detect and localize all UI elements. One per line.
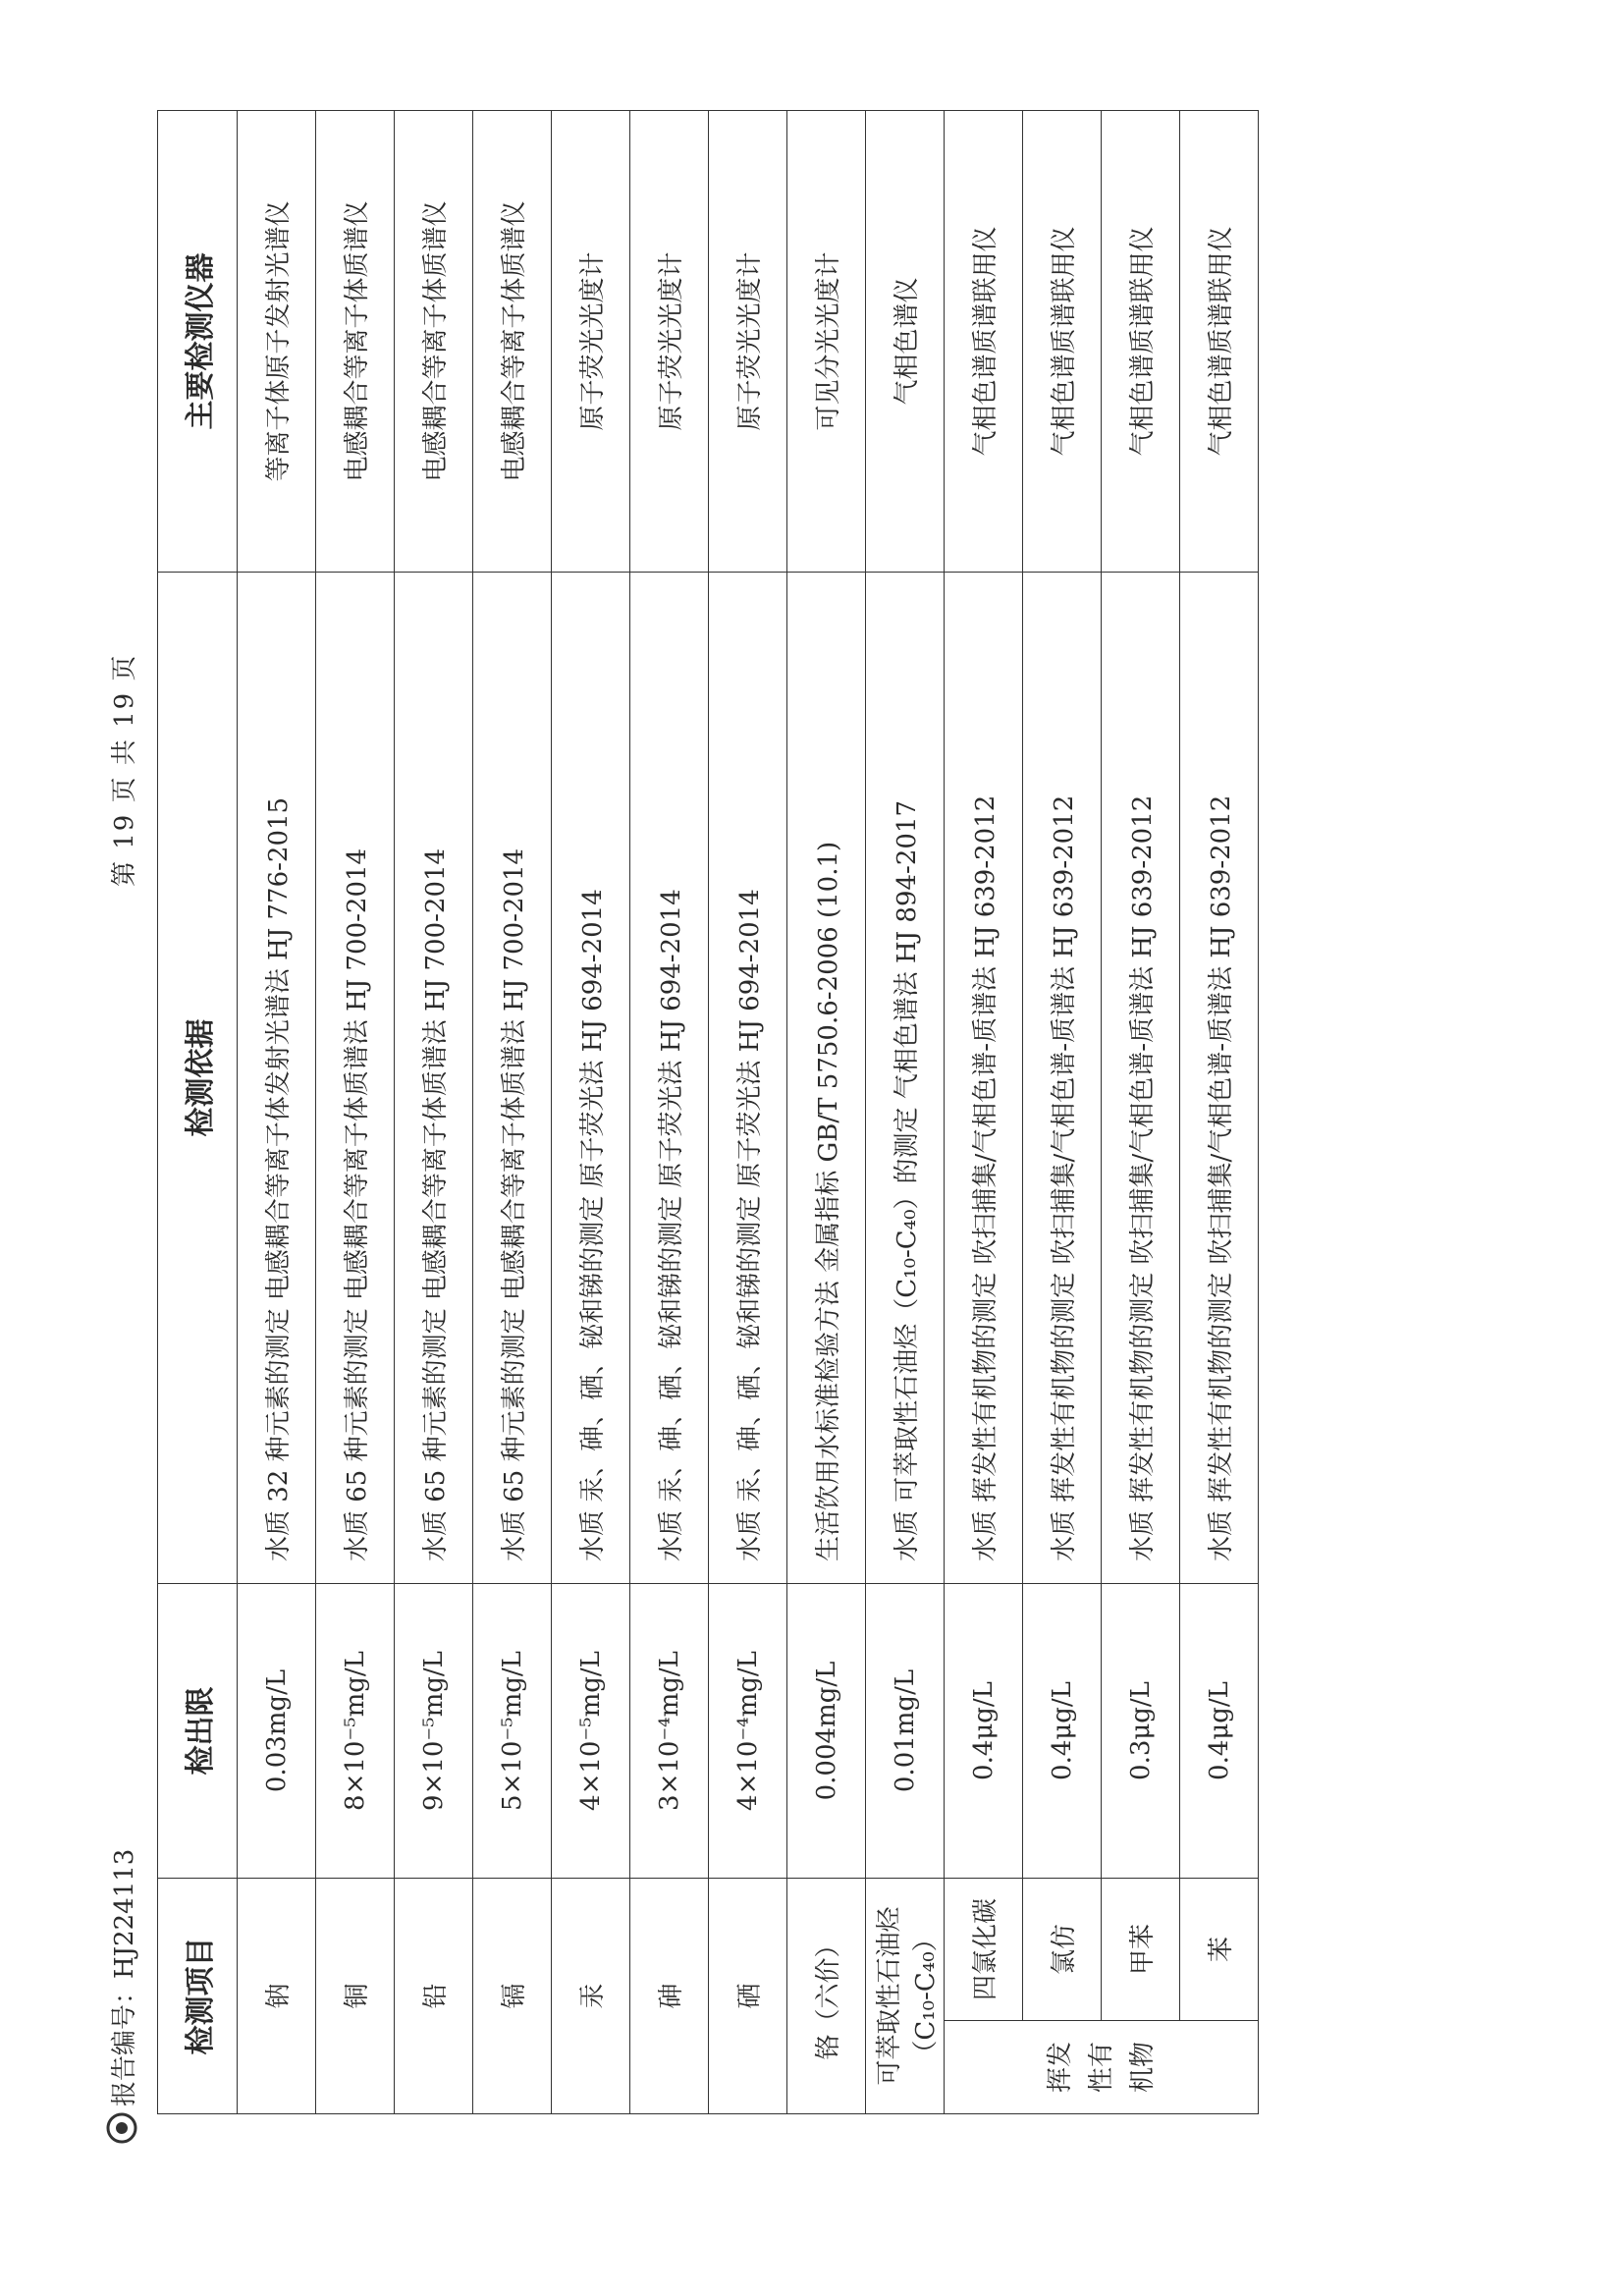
cell-basis: 水质 65 种元素的测定 电感耦合等离子体质谱法 HJ 700-2014: [395, 573, 473, 1584]
cell-instrument: 电感耦合等离子体质谱仪: [316, 111, 395, 573]
cell-instrument: 气相色谱质谱联用仪: [1102, 111, 1180, 573]
report-number: 报告编号：HJ224113: [110, 1848, 139, 2106]
header-basis: 检测依据: [158, 573, 238, 1584]
cell-instrument: 原子荧光光度计: [709, 111, 787, 573]
table-row: [1102, 111, 1180, 2114]
cell-instrument: 原子荧光光度计: [552, 111, 630, 573]
page-number: 第 19 页 共 19 页: [110, 653, 139, 887]
header-instrument: 主要检测仪器: [158, 111, 238, 573]
cell-instrument: 气相色谱质谱联用仪: [1023, 111, 1102, 573]
cell-item: 氯仿: [1023, 1879, 1102, 2021]
cell-item: 汞: [552, 1879, 630, 2114]
cell-basis: 水质 挥发性有机物的测定 吹扫捕集/气相色谱-质谱法 HJ 639-2012: [1102, 573, 1180, 1584]
header-item: 检测项目: [158, 1879, 238, 2114]
cell-basis: 水质 汞、砷、硒、铋和锑的测定 原子荧光法 HJ 694-2014: [709, 573, 787, 1584]
cell-basis: 水质 挥发性有机物的测定 吹扫捕集/气相色谱-质谱法 HJ 639-2012: [945, 573, 1023, 1584]
cell-item: 苯: [1180, 1879, 1259, 2021]
cell-item: 硒: [709, 1879, 787, 2114]
table-row: [1023, 111, 1102, 2114]
cell-basis: 水质 65 种元素的测定 电感耦合等离子体质谱法 HJ 700-2014: [316, 573, 395, 1584]
table-row: [238, 111, 316, 2114]
cell-instrument: 可见分光光度计: [787, 111, 866, 573]
table-row: [630, 111, 709, 2114]
cell-basis: 生活饮用水标准检验方法 金属指标 GB/T 5750.6-2006 (10.1): [787, 573, 866, 1584]
cell-item: 甲苯: [1102, 1879, 1180, 2021]
table-row: [787, 111, 866, 2114]
cell-basis: 水质 挥发性有机物的测定 吹扫捕集/气相色谱-质谱法 HJ 639-2012: [1023, 573, 1102, 1584]
table-row: [709, 111, 787, 2114]
table-row: [395, 111, 473, 2114]
header-limit: 检出限: [158, 1584, 238, 1879]
cell-item: 砷: [630, 1879, 709, 2114]
detection-method-table: [157, 110, 1259, 2114]
cell-limit: 0.4μg/L: [945, 1584, 1023, 1879]
cell-instrument: 气相色谱质谱联用仪: [945, 111, 1023, 573]
table-row: [552, 111, 630, 2114]
cell-limit: 5×10⁻⁵mg/L: [473, 1584, 552, 1879]
cell-instrument: 电感耦合等离子体质谱仪: [395, 111, 473, 573]
table-row: [866, 111, 945, 2114]
cell-item: 铜: [316, 1879, 395, 2114]
group-label: 挥发性有机物: [945, 2021, 1259, 2114]
table-row: [1180, 111, 1259, 2114]
table-row: [473, 111, 552, 2114]
cell-instrument: 电感耦合等离子体质谱仪: [473, 111, 552, 573]
cell-item: 钠: [238, 1879, 316, 2114]
table-row: [316, 111, 395, 2114]
cell-limit: 9×10⁻⁵mg/L: [395, 1584, 473, 1879]
cell-limit: 0.4μg/L: [1180, 1584, 1259, 1879]
cell-item: 镉: [473, 1879, 552, 2114]
cell-basis: 水质 32 种元素的测定 电感耦合等离子体发射光谱法 HJ 776-2015: [238, 573, 316, 1584]
cell-item: 铅: [395, 1879, 473, 2114]
cell-limit: 0.03mg/L: [238, 1584, 316, 1879]
cell-instrument: 气相色谱质谱联用仪: [1180, 111, 1259, 573]
cell-limit: 0.4μg/L: [1023, 1584, 1102, 1879]
cell-instrument: 原子荧光光度计: [630, 111, 709, 573]
cell-basis: 水质 可萃取性石油烃（C₁₀-C₄₀）的测定 气相色谱法 HJ 894-2017: [866, 573, 945, 1584]
cell-basis: 水质 65 种元素的测定 电感耦合等离子体质谱法 HJ 700-2014: [473, 573, 552, 1584]
cell-basis: 水质 汞、砷、硒、铋和锑的测定 原子荧光法 HJ 694-2014: [552, 573, 630, 1584]
cell-limit: 4×10⁻⁴mg/L: [709, 1584, 787, 1879]
cell-basis: 水质 汞、砷、硒、铋和锑的测定 原子荧光法 HJ 694-2014: [630, 573, 709, 1584]
cell-basis: 水质 挥发性有机物的测定 吹扫捕集/气相色谱-质谱法 HJ 639-2012: [1180, 573, 1259, 1584]
page-header: [98, 140, 147, 2144]
table-row: [945, 111, 1023, 2114]
cell-item: 可萃取性石油烃（C₁₀-C₄₀）: [866, 1879, 945, 2114]
cell-instrument: 等离子体原子发射光谱仪: [238, 111, 316, 573]
company-logo-icon: [106, 2112, 137, 2144]
cell-limit: 4×10⁻⁵mg/L: [552, 1584, 630, 1879]
cell-instrument: 气相色谱仪: [866, 111, 945, 573]
cell-limit: 8×10⁻⁵mg/L: [316, 1584, 395, 1879]
cell-item: 铬（六价）: [787, 1879, 866, 2114]
cell-limit: 0.3μg/L: [1102, 1584, 1180, 1879]
cell-limit: 0.01mg/L: [866, 1584, 945, 1879]
cell-item: 四氯化碳: [945, 1879, 1023, 2021]
cell-limit: 3×10⁻⁴mg/L: [630, 1584, 709, 1879]
cell-limit: 0.004mg/L: [787, 1584, 866, 1879]
